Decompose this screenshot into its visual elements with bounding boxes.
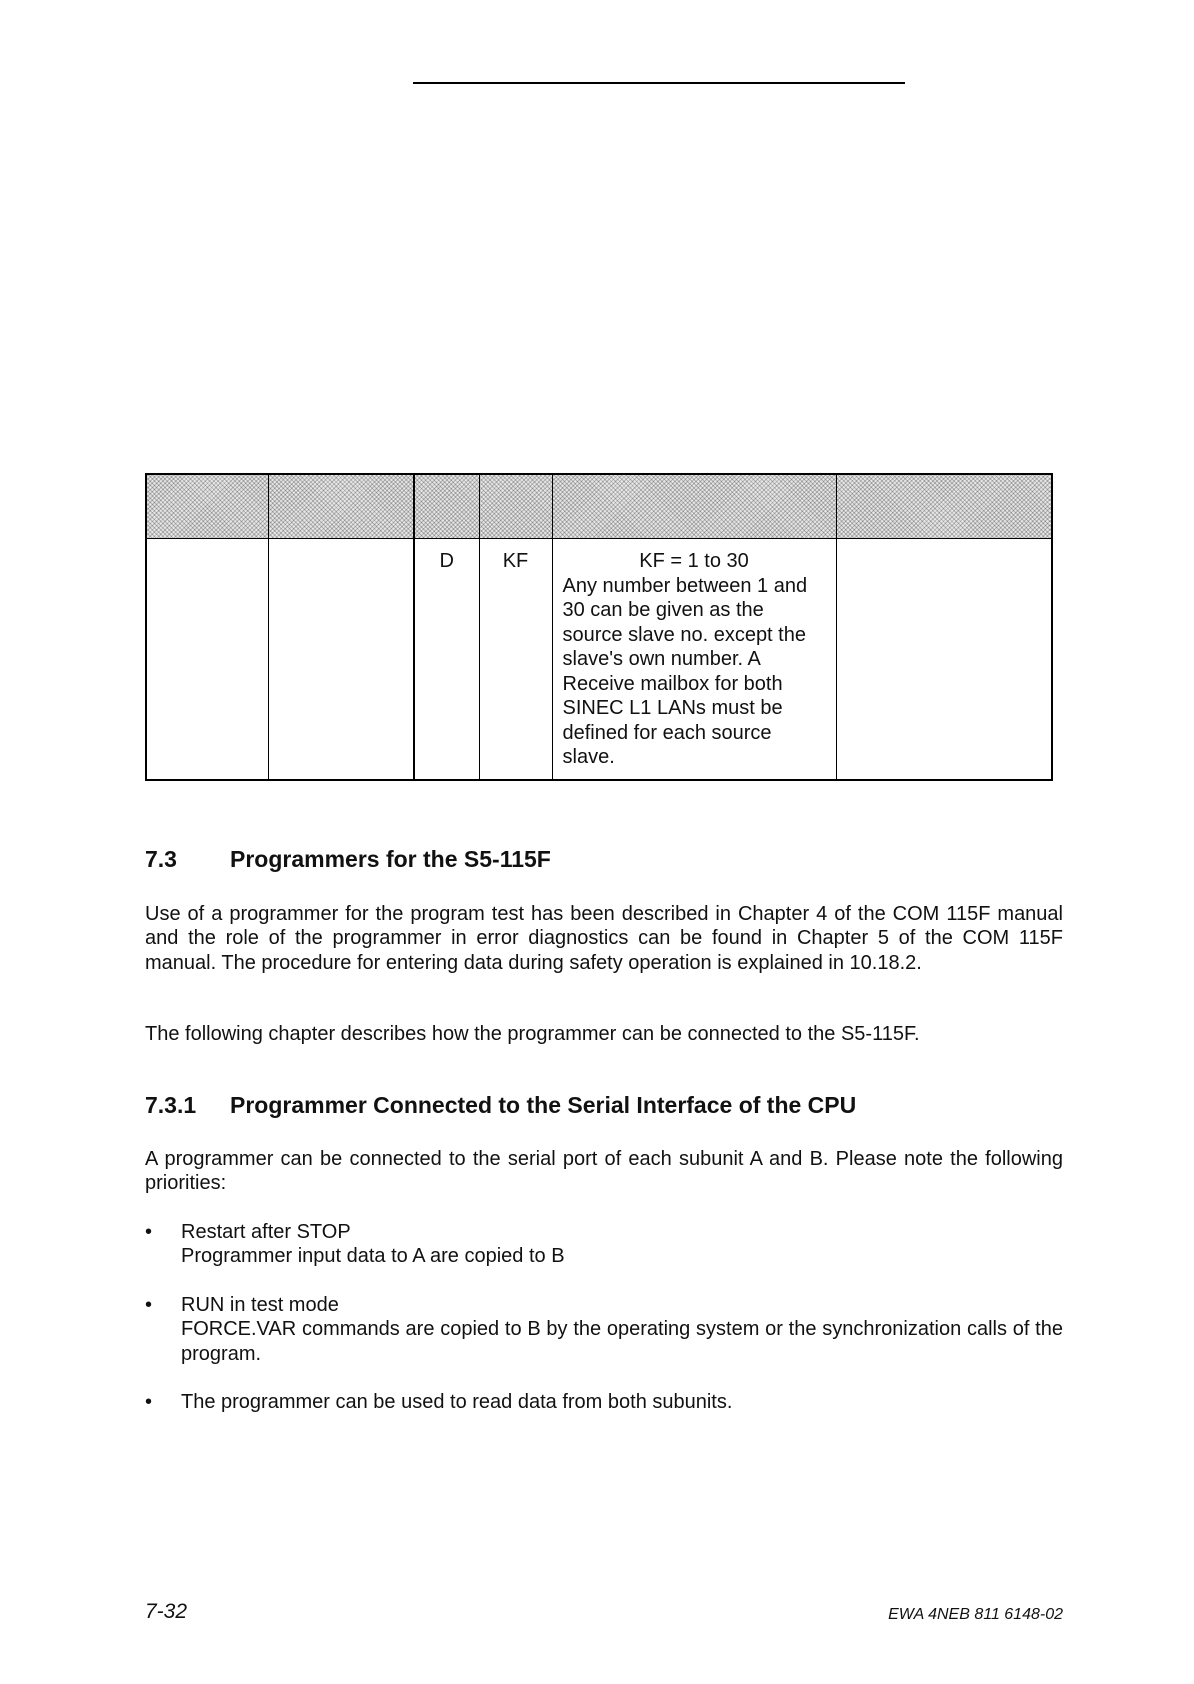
header-cell: [414, 474, 479, 539]
section-title: Programmer Connected to the Serial Interface of the CPU: [230, 1092, 857, 1118]
section-number: 7.3: [145, 846, 177, 872]
list-item-line: Restart after STOP: [181, 1221, 351, 1243]
table-row: [146, 539, 1052, 781]
list-item-line: RUN in test mode: [181, 1294, 339, 1316]
table-cell: [268, 539, 414, 781]
section-heading-7-3: [145, 846, 551, 873]
document-id: EWA 4NEB 811 6148-02: [888, 1606, 1063, 1623]
bullet-icon: •: [145, 1221, 153, 1243]
header-cell: [836, 474, 1052, 539]
kf-range: KF = 1 to 30: [639, 550, 749, 572]
parameter-table: [145, 473, 1053, 781]
section-title: Programmers for the S5-115F: [230, 846, 551, 872]
top-rule: [413, 82, 905, 84]
paragraph: A programmer can be connected to the serial port of each subunit A and B. Please note the following priorities:: [145, 1148, 1063, 1195]
paragraph: The following chapter describes how the programmer can be connected to the S5-115F.: [145, 1023, 920, 1045]
list-item: [145, 1293, 1063, 1366]
table-cell-format: KF: [479, 539, 552, 781]
list-item: [145, 1220, 1063, 1269]
description-text: Any number between 1 and 30 can be given as the source slave no. except the slave's own number. A Receive mailbox for both SINEC L1 LANs must be defined for each source slave.: [562, 574, 808, 768]
list-item-line: Programmer input data to A are copied to B: [181, 1245, 565, 1268]
table-cell-description: [552, 539, 836, 781]
header-cell: [146, 474, 268, 539]
page-number: 7-32: [145, 1600, 188, 1623]
header-cell: [552, 474, 836, 539]
table-cell: [836, 539, 1052, 781]
bullet-icon: •: [145, 1391, 153, 1413]
table-header-row: [146, 474, 1052, 539]
bullet-icon: •: [145, 1294, 153, 1316]
table-cell-type: D: [414, 539, 479, 781]
header-cell: [268, 474, 414, 539]
section-heading-7-3-1: [145, 1092, 856, 1119]
list-item: [145, 1390, 1063, 1414]
header-cell: [479, 474, 552, 539]
section-number: 7.3.1: [145, 1092, 197, 1118]
list-item-line: FORCE.VAR commands are copied to B by the operating system or the synchronization calls of the program.: [181, 1318, 1063, 1365]
paragraph: Use of a programmer for the program test has been described in Chapter 4 of the COM 115F manual and the role of the programmer in error diagnostics can be found in Chapter 5 of the COM 115F manual. The procedure for entering data during safety operation is explained in 10.18.2.: [145, 903, 1063, 974]
list-item-line: The programmer can be used to read data from both subunits.: [181, 1391, 733, 1413]
table-cell: [146, 539, 268, 781]
